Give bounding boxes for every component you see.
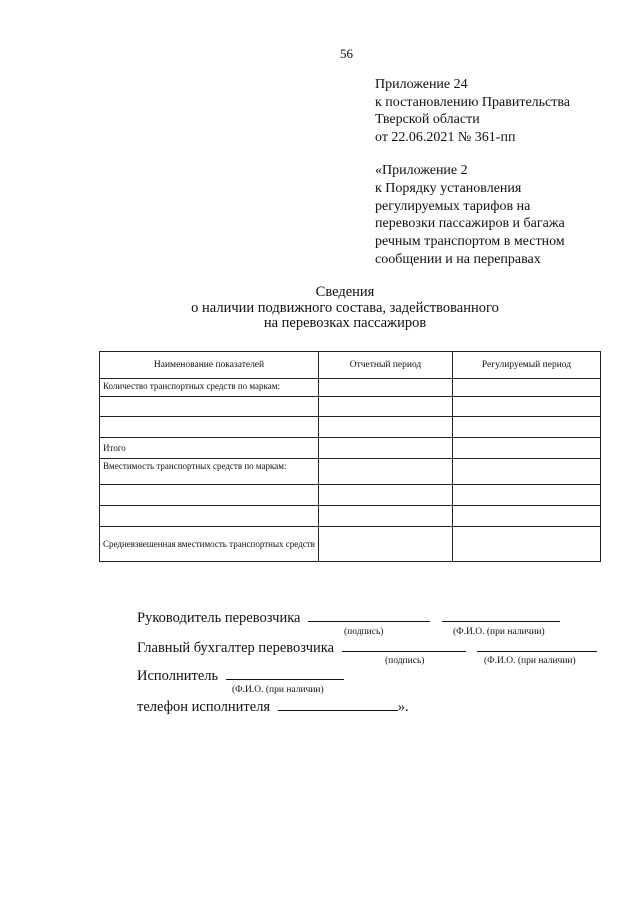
appendix-header-line: Тверской области — [375, 112, 480, 128]
caption-signature: (подпись) — [385, 656, 425, 666]
appendix-sub-header — [375, 162, 565, 269]
row-label — [100, 397, 319, 417]
table-row — [100, 379, 601, 397]
table-cell — [319, 506, 453, 527]
table-cell — [319, 379, 453, 397]
title-line-2: о наличии подвижного состава, задействованного — [191, 299, 499, 316]
accountant-name-field[interactable] — [477, 638, 597, 652]
appendix-sub-line: регулируемых тарифов на — [375, 198, 531, 214]
row-label: Вместимость транспортных средств по маркам: — [100, 459, 319, 485]
table-cell — [319, 417, 453, 438]
table-cell — [453, 506, 601, 527]
head-signature-field[interactable] — [308, 608, 430, 622]
rolling-stock-table — [99, 351, 601, 562]
appendix-header — [375, 76, 570, 146]
table-cell — [453, 379, 601, 397]
title-line-3: на перевозках пассажиров — [263, 315, 427, 331]
table-row — [100, 485, 601, 506]
column-header-indicator: Наименование показателей — [100, 352, 319, 379]
head-signature-line — [137, 608, 560, 627]
table-cell — [453, 485, 601, 506]
table-cell — [319, 397, 453, 417]
accountant-signature-line — [137, 638, 597, 657]
caption-signature: (подпись) — [344, 627, 384, 637]
appendix-sub-line: сообщении и на переправах — [375, 251, 541, 267]
table-row — [100, 438, 601, 459]
table-cell — [453, 459, 601, 485]
table-cell — [453, 417, 601, 438]
appendix-sub-line: перевозки пассажиров и багажа — [375, 216, 565, 232]
appendix-sub-line: к Порядку установления — [375, 180, 522, 196]
phone-label: телефон исполнителя — [137, 699, 271, 715]
column-header-reporting: Отчетный период — [319, 352, 453, 379]
table-row — [100, 397, 601, 417]
table-row — [100, 506, 601, 527]
row-label: Количество транспортных средств по маркам: — [100, 379, 319, 397]
table-cell — [453, 438, 601, 459]
appendix-header-line: Приложение 24 — [375, 77, 468, 92]
title-line-1: Сведения — [315, 284, 375, 300]
table-row — [100, 459, 601, 485]
column-header-regulated: Регулируемый период — [453, 352, 601, 379]
caption-name-executor: (Ф.И.О. (при наличии) — [232, 685, 324, 695]
table-cell — [453, 527, 601, 562]
phone-line — [137, 697, 409, 716]
row-label: Средневзвешенная вместимость транспортных средств — [100, 527, 319, 562]
table-cell — [453, 397, 601, 417]
page-number: 56 — [340, 46, 353, 61]
appendix-sub-line: «Приложение 2 — [375, 163, 468, 178]
phone-field[interactable] — [278, 697, 398, 711]
head-label: Руководитель перевозчика — [137, 610, 301, 626]
appendix-sub-line: речным транспортом в местном — [375, 234, 565, 250]
document-title — [0, 285, 640, 332]
row-label — [100, 417, 319, 438]
row-label: Итого — [100, 438, 319, 459]
appendix-header-line: к постановлению Правительства — [375, 94, 571, 110]
caption-name: (Ф.И.О. (при наличии) — [453, 627, 545, 637]
table-row — [100, 527, 601, 562]
table-cell — [319, 459, 453, 485]
table-header-row — [100, 352, 601, 379]
row-label — [100, 485, 319, 506]
row-label — [100, 506, 319, 527]
closing-quote: ». — [397, 699, 409, 715]
executor-name-field[interactable] — [226, 666, 344, 680]
appendix-header-line: от 22.06.2021 № 361-пп — [375, 129, 516, 145]
table-cell — [319, 438, 453, 459]
table-row — [100, 417, 601, 438]
accountant-signature-field[interactable] — [342, 638, 466, 652]
table-cell — [319, 485, 453, 506]
table-cell — [319, 527, 453, 562]
accountant-label: Главный бухгалтер перевозчика — [137, 640, 335, 656]
executor-signature-line — [137, 666, 344, 685]
executor-label: Исполнитель — [137, 668, 219, 684]
head-name-field[interactable] — [442, 608, 560, 622]
caption-name: (Ф.И.О. (при наличии) — [484, 656, 576, 666]
